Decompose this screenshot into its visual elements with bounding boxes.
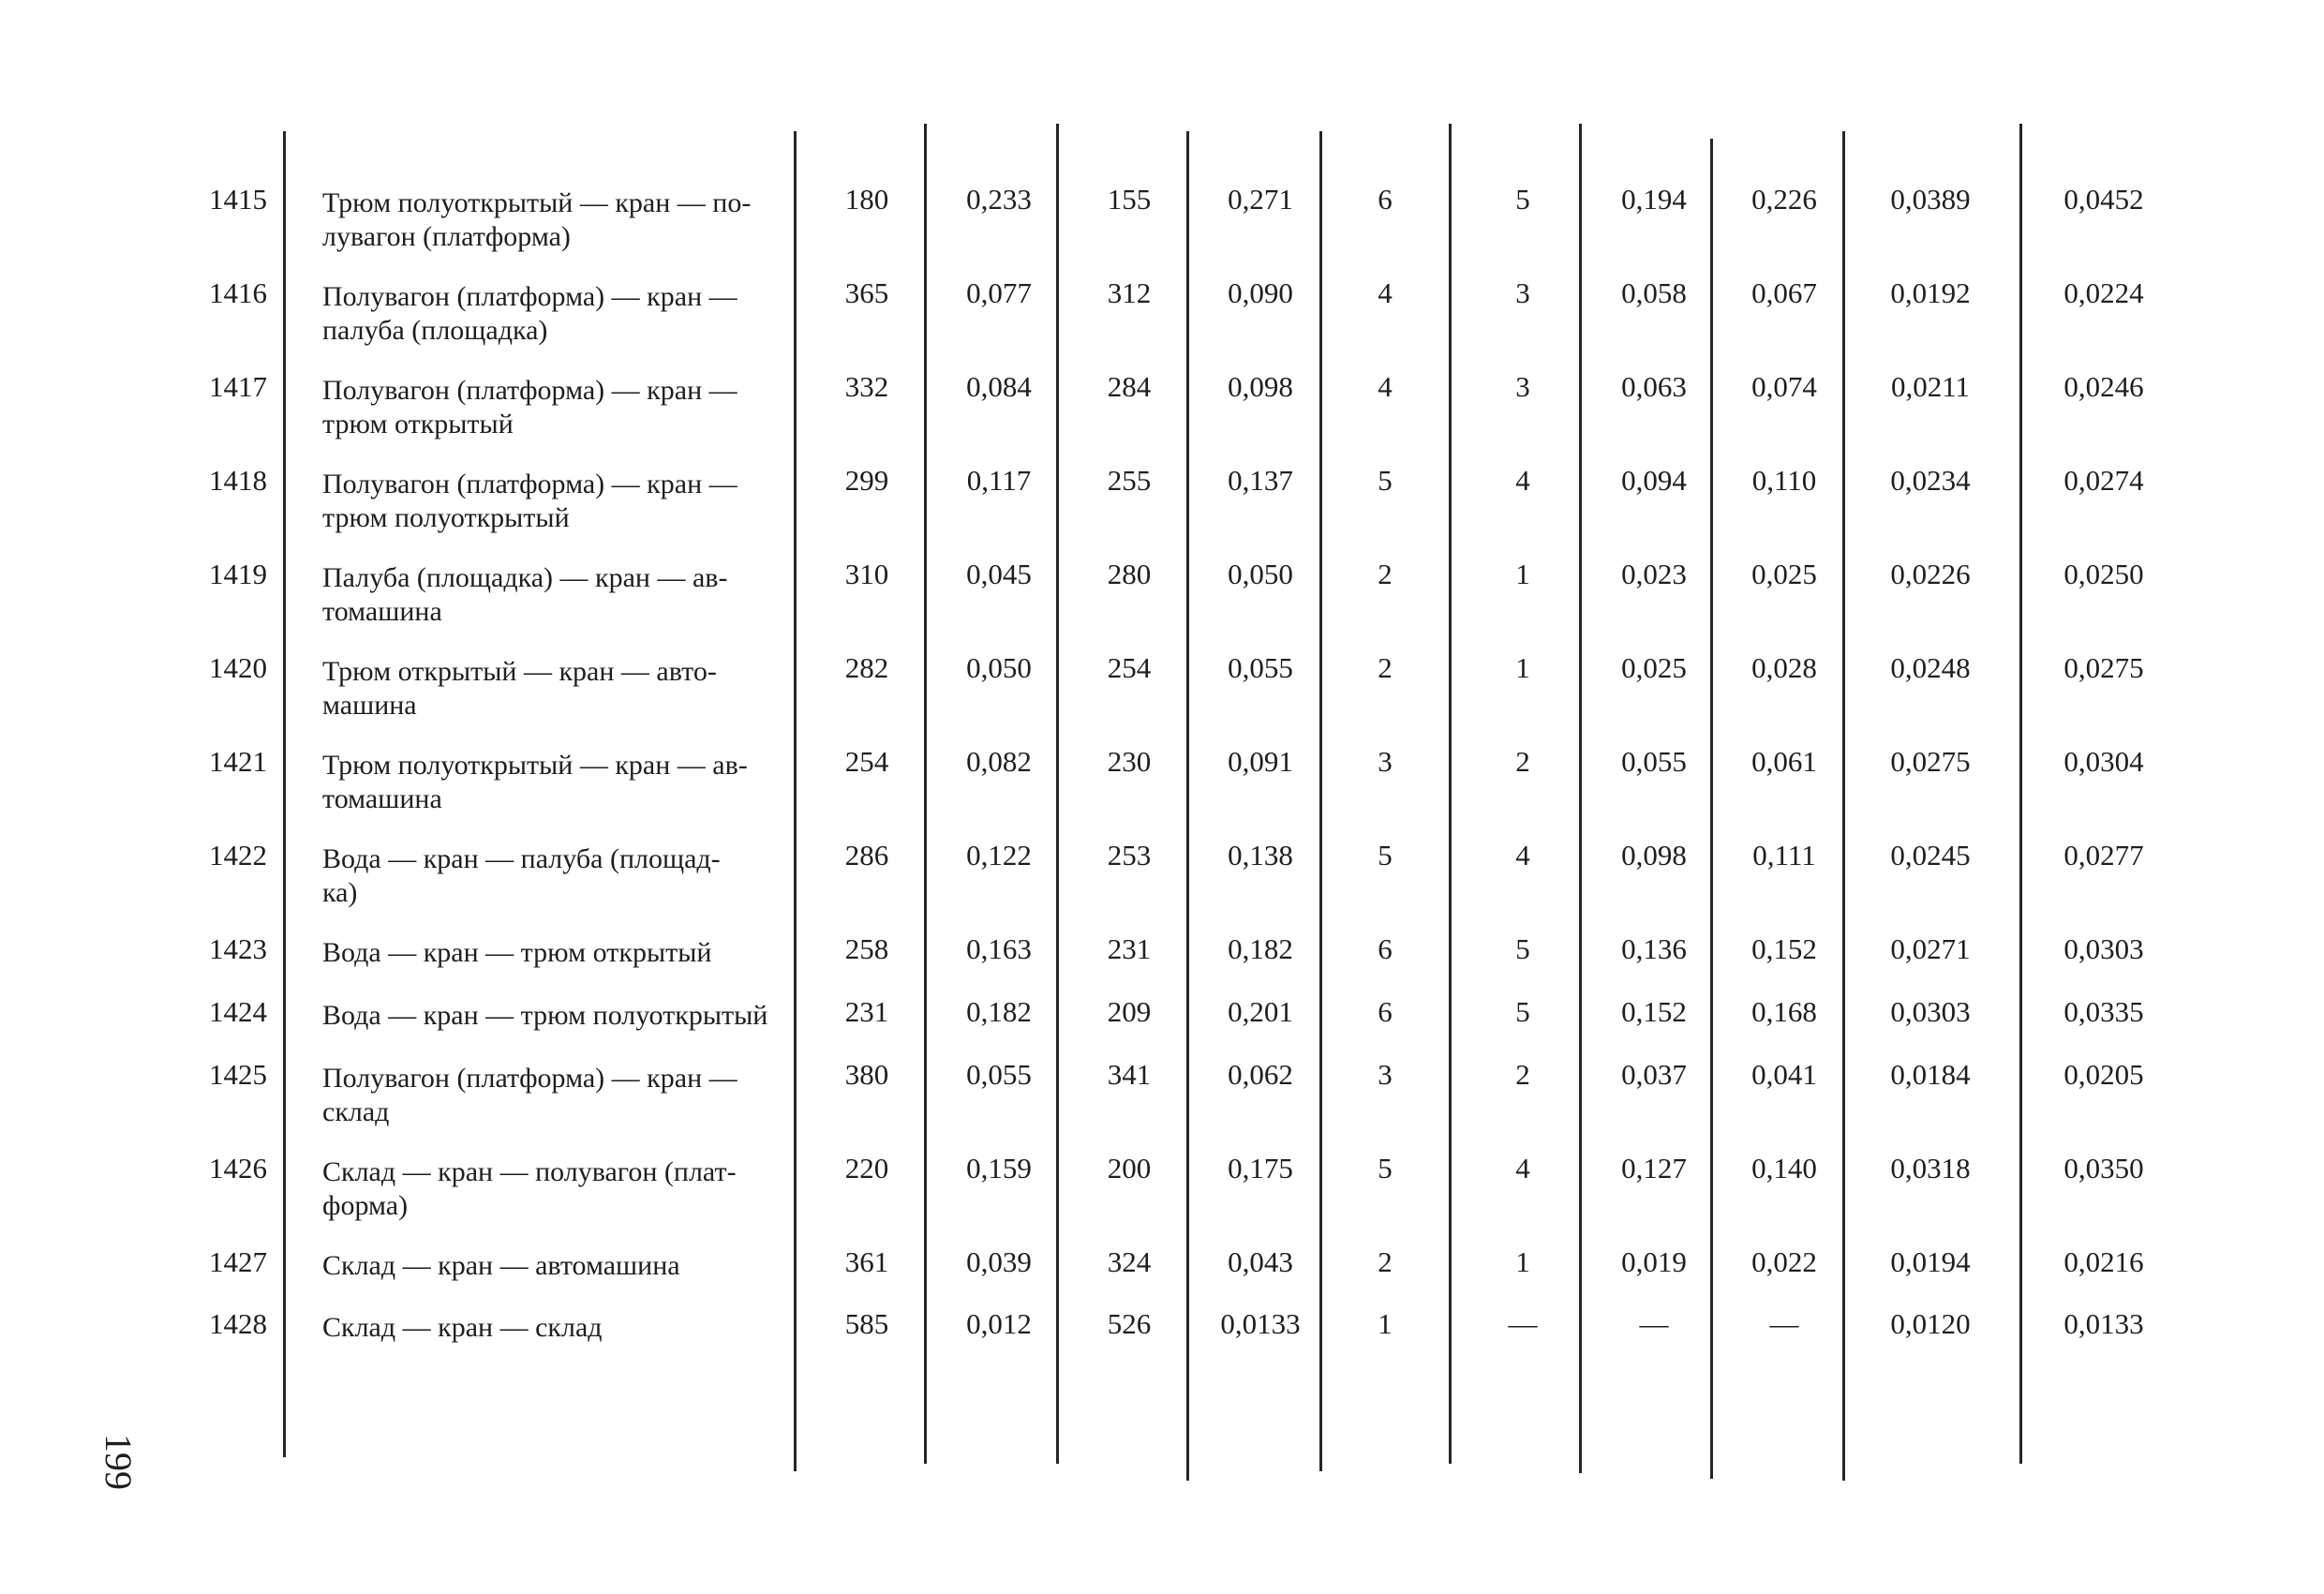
- value-cell: 282: [844, 651, 889, 684]
- value-cell: 0,233: [966, 183, 1032, 216]
- row-description: [322, 1062, 791, 1129]
- value-cell: 253: [1107, 839, 1152, 871]
- value-cell: 0,0245: [1890, 839, 1971, 871]
- value-cell: 209: [1107, 995, 1152, 1028]
- value-cell: 0,0274: [2063, 464, 2144, 497]
- row-number: 1418: [209, 464, 267, 497]
- value-cell: 0,182: [966, 995, 1032, 1028]
- value-cell: —: [1639, 1307, 1669, 1340]
- row-description: [322, 1155, 791, 1223]
- value-cell: 0,028: [1751, 651, 1817, 684]
- description-line: трюм полуоткрытый: [322, 502, 570, 533]
- description-line: Трюм открытый — кран — авто-: [322, 656, 717, 687]
- value-cell: 5: [1378, 839, 1393, 871]
- value-cell: 3: [1378, 1058, 1393, 1091]
- value-cell: 0,201: [1228, 995, 1293, 1028]
- value-cell: 1: [1515, 558, 1530, 590]
- row-description: [322, 749, 791, 816]
- value-cell: 0,012: [966, 1307, 1032, 1340]
- value-cell: 0,111: [1752, 839, 1816, 871]
- value-cell: 6: [1378, 183, 1393, 216]
- value-cell: 585: [844, 1307, 889, 1340]
- row-description: [322, 561, 791, 629]
- row-number: 1426: [209, 1152, 267, 1184]
- value-cell: 0,0120: [1890, 1307, 1971, 1340]
- row-description: [322, 842, 791, 910]
- row-number: 1416: [209, 276, 267, 309]
- column-divider: [1710, 139, 1713, 1479]
- row-number: 1428: [209, 1307, 267, 1340]
- value-cell: 0,041: [1751, 1058, 1817, 1091]
- value-cell: 332: [844, 370, 889, 403]
- value-cell: 0,127: [1621, 1152, 1687, 1184]
- value-cell: 5: [1515, 932, 1530, 965]
- row-number: 1423: [209, 932, 267, 965]
- value-cell: 2: [1378, 651, 1393, 684]
- row-number: 1420: [209, 651, 267, 684]
- value-cell: 254: [844, 745, 889, 778]
- value-cell: 3: [1378, 745, 1393, 778]
- value-cell: 0,055: [966, 1058, 1032, 1091]
- value-cell: 0,022: [1751, 1245, 1817, 1278]
- description-line: Склад — кран — полувагон (плат-: [322, 1156, 737, 1187]
- value-cell: 0,0271: [1890, 932, 1971, 965]
- value-cell: 0,110: [1751, 464, 1817, 497]
- value-cell: 0,055: [1621, 745, 1687, 778]
- description-line: Полувагон (платформа) — кран —: [322, 281, 737, 312]
- value-cell: 0,0275: [2063, 651, 2144, 684]
- value-cell: 0,136: [1621, 932, 1687, 965]
- value-cell: 284: [1107, 370, 1152, 403]
- value-cell: 0,063: [1621, 370, 1687, 403]
- value-cell: 0,0250: [2063, 558, 2144, 590]
- value-cell: 0,122: [966, 839, 1032, 871]
- value-cell: 0,043: [1228, 1245, 1293, 1278]
- value-cell: 1: [1378, 1307, 1393, 1340]
- row-number: 1424: [209, 995, 267, 1028]
- description-line: форма): [322, 1190, 409, 1221]
- value-cell: 4: [1515, 839, 1530, 871]
- value-cell: 0,0211: [1890, 370, 1971, 403]
- value-cell: 0,0303: [1890, 995, 1971, 1028]
- value-cell: 0,058: [1621, 276, 1687, 309]
- value-cell: 380: [844, 1058, 889, 1091]
- value-cell: 0,271: [1228, 183, 1293, 216]
- value-cell: 0,0133: [2063, 1307, 2144, 1340]
- value-cell: 200: [1107, 1152, 1152, 1184]
- value-cell: 526: [1107, 1307, 1152, 1340]
- column-divider: [794, 131, 797, 1471]
- value-cell: 0,0216: [2063, 1245, 2144, 1278]
- value-cell: 231: [1107, 932, 1152, 965]
- value-cell: 0,152: [1751, 932, 1817, 965]
- value-cell: 0,117: [966, 464, 1032, 497]
- column-divider: [1579, 124, 1582, 1473]
- value-cell: 0,074: [1751, 370, 1817, 403]
- description-line: Вода — кран — трюм полуоткрытый: [322, 1000, 768, 1031]
- value-cell: 0,082: [966, 745, 1032, 778]
- value-cell: 5: [1515, 183, 1530, 216]
- value-cell: 0,0275: [1890, 745, 1971, 778]
- value-cell: 286: [844, 839, 889, 871]
- value-cell: 0,140: [1751, 1152, 1817, 1184]
- description-line: Вода — кран — трюм открытый: [322, 937, 712, 968]
- value-cell: 0,0277: [2063, 839, 2144, 871]
- value-cell: 0,159: [966, 1152, 1032, 1184]
- row-description: [322, 468, 791, 535]
- value-cell: 280: [1107, 558, 1152, 590]
- column-divider: [2019, 124, 2022, 1464]
- value-cell: 255: [1107, 464, 1152, 497]
- value-cell: 180: [844, 183, 889, 216]
- description-line: Палуба (площадка) — кран — ав-: [322, 562, 728, 593]
- value-cell: 6: [1378, 995, 1393, 1028]
- row-number: 1425: [209, 1058, 267, 1091]
- value-cell: 0,039: [966, 1245, 1032, 1278]
- column-divider: [1842, 131, 1845, 1481]
- value-cell: 5: [1378, 464, 1393, 497]
- value-cell: 299: [844, 464, 889, 497]
- value-cell: 0,050: [966, 651, 1032, 684]
- value-cell: 0,226: [1751, 183, 1817, 216]
- value-cell: 0,182: [1228, 932, 1293, 965]
- value-cell: 0,0234: [1890, 464, 1971, 497]
- value-cell: 6: [1378, 932, 1393, 965]
- value-cell: 0,0226: [1890, 558, 1971, 590]
- description-line: Полувагон (платформа) — кран —: [322, 1063, 737, 1094]
- value-cell: 0,0304: [2063, 745, 2144, 778]
- value-cell: 0,084: [966, 370, 1032, 403]
- value-cell: 0,0303: [2063, 932, 2144, 965]
- value-cell: 0,0318: [1890, 1152, 1971, 1184]
- value-cell: 0,077: [966, 276, 1032, 309]
- description-line: томашина: [322, 783, 442, 814]
- row-description: [322, 1311, 791, 1345]
- value-cell: 3: [1515, 276, 1530, 309]
- value-cell: 0,045: [966, 558, 1032, 590]
- row-description: [322, 655, 791, 723]
- value-cell: 0,025: [1751, 558, 1817, 590]
- description-line: Склад — кран — склад: [322, 1312, 603, 1343]
- value-cell: 4: [1515, 1152, 1530, 1184]
- value-cell: 1: [1515, 1245, 1530, 1278]
- description-line: Склад — кран — автомашина: [322, 1250, 680, 1281]
- value-cell: 0,067: [1751, 276, 1817, 309]
- value-cell: 2: [1378, 1245, 1393, 1278]
- column-divider: [283, 131, 286, 1457]
- row-number: 1419: [209, 558, 267, 590]
- row-description: [322, 374, 791, 441]
- value-cell: 312: [1107, 276, 1152, 309]
- value-cell: 3: [1515, 370, 1530, 403]
- value-cell: 258: [844, 932, 889, 965]
- description-line: Полувагон (платформа) — кран —: [322, 469, 737, 499]
- value-cell: 0,168: [1751, 995, 1817, 1028]
- value-cell: 0,025: [1621, 651, 1687, 684]
- value-cell: 230: [1107, 745, 1152, 778]
- description-line: ка): [322, 877, 358, 908]
- value-cell: 0,194: [1621, 183, 1687, 216]
- value-cell: 0,0452: [2063, 183, 2144, 216]
- value-cell: 4: [1515, 464, 1530, 497]
- value-cell: 0,062: [1228, 1058, 1293, 1091]
- description-line: склад: [322, 1096, 390, 1127]
- value-cell: 0,152: [1621, 995, 1687, 1028]
- value-cell: 0,0184: [1890, 1058, 1971, 1091]
- row-description: [322, 999, 791, 1033]
- value-cell: 310: [844, 558, 889, 590]
- value-cell: 365: [844, 276, 889, 309]
- value-cell: 0,019: [1621, 1245, 1687, 1278]
- value-cell: 361: [844, 1245, 889, 1278]
- column-divider: [924, 124, 927, 1464]
- row-number: 1417: [209, 370, 267, 403]
- row-number: 1422: [209, 839, 267, 871]
- description-line: томашина: [322, 596, 442, 627]
- value-cell: 0,137: [1228, 464, 1293, 497]
- row-description: [322, 186, 791, 254]
- value-cell: 2: [1515, 1058, 1530, 1091]
- value-cell: 5: [1378, 1152, 1393, 1184]
- description-line: Трюм полуоткрытый — кран — ав-: [322, 750, 748, 781]
- value-cell: 341: [1107, 1058, 1152, 1091]
- description-line: палуба (площадка): [322, 315, 548, 346]
- value-cell: 220: [844, 1152, 889, 1184]
- description-line: машина: [322, 690, 417, 721]
- value-cell: 0,061: [1751, 745, 1817, 778]
- row-description: [322, 1249, 791, 1283]
- description-line: Вода — кран — палуба (площад-: [322, 843, 721, 874]
- column-divider: [1449, 124, 1452, 1464]
- value-cell: 0,090: [1228, 276, 1293, 309]
- value-cell: 0,055: [1228, 651, 1293, 684]
- description-line: Полувагон (платформа) — кран —: [322, 375, 737, 406]
- description-line: лувагон (платформа): [322, 221, 571, 252]
- value-cell: 0,0248: [1890, 651, 1971, 684]
- value-cell: 0,0205: [2063, 1058, 2144, 1091]
- page-number: 199: [97, 1434, 140, 1490]
- row-description: [322, 936, 791, 970]
- value-cell: 0,0194: [1890, 1245, 1971, 1278]
- value-cell: —: [1769, 1307, 1799, 1340]
- value-cell: 155: [1107, 183, 1152, 216]
- value-cell: 0,098: [1228, 370, 1293, 403]
- value-cell: 4: [1378, 370, 1393, 403]
- value-cell: 0,050: [1228, 558, 1293, 590]
- value-cell: 0,0350: [2063, 1152, 2144, 1184]
- value-cell: 0,0133: [1220, 1307, 1301, 1340]
- value-cell: 5: [1515, 995, 1530, 1028]
- value-cell: 0,138: [1228, 839, 1293, 871]
- value-cell: 0,091: [1228, 745, 1293, 778]
- row-description: [322, 280, 791, 348]
- value-cell: 324: [1107, 1245, 1152, 1278]
- value-cell: 0,037: [1621, 1058, 1687, 1091]
- value-cell: 2: [1515, 745, 1530, 778]
- value-cell: 0,0246: [2063, 370, 2144, 403]
- value-cell: 0,175: [1228, 1152, 1293, 1184]
- value-cell: 0,163: [966, 932, 1032, 965]
- value-cell: —: [1508, 1307, 1538, 1340]
- row-number: 1427: [209, 1245, 267, 1278]
- row-number: 1415: [209, 183, 267, 216]
- column-divider: [1186, 131, 1189, 1481]
- value-cell: 0,094: [1621, 464, 1687, 497]
- description-line: Трюм полуоткрытый — кран — по-: [322, 187, 752, 218]
- value-cell: 4: [1378, 276, 1393, 309]
- value-cell: 1: [1515, 651, 1530, 684]
- value-cell: 0,0389: [1890, 183, 1971, 216]
- row-number: 1421: [209, 745, 267, 778]
- value-cell: 0,0335: [2063, 995, 2144, 1028]
- value-cell: 0,0192: [1890, 276, 1971, 309]
- value-cell: 231: [844, 995, 889, 1028]
- value-cell: 254: [1107, 651, 1152, 684]
- value-cell: 0,098: [1621, 839, 1687, 871]
- value-cell: 0,0224: [2063, 276, 2144, 309]
- description-line: трюм открытый: [322, 409, 514, 439]
- value-cell: 0,023: [1621, 558, 1687, 590]
- value-cell: 2: [1378, 558, 1393, 590]
